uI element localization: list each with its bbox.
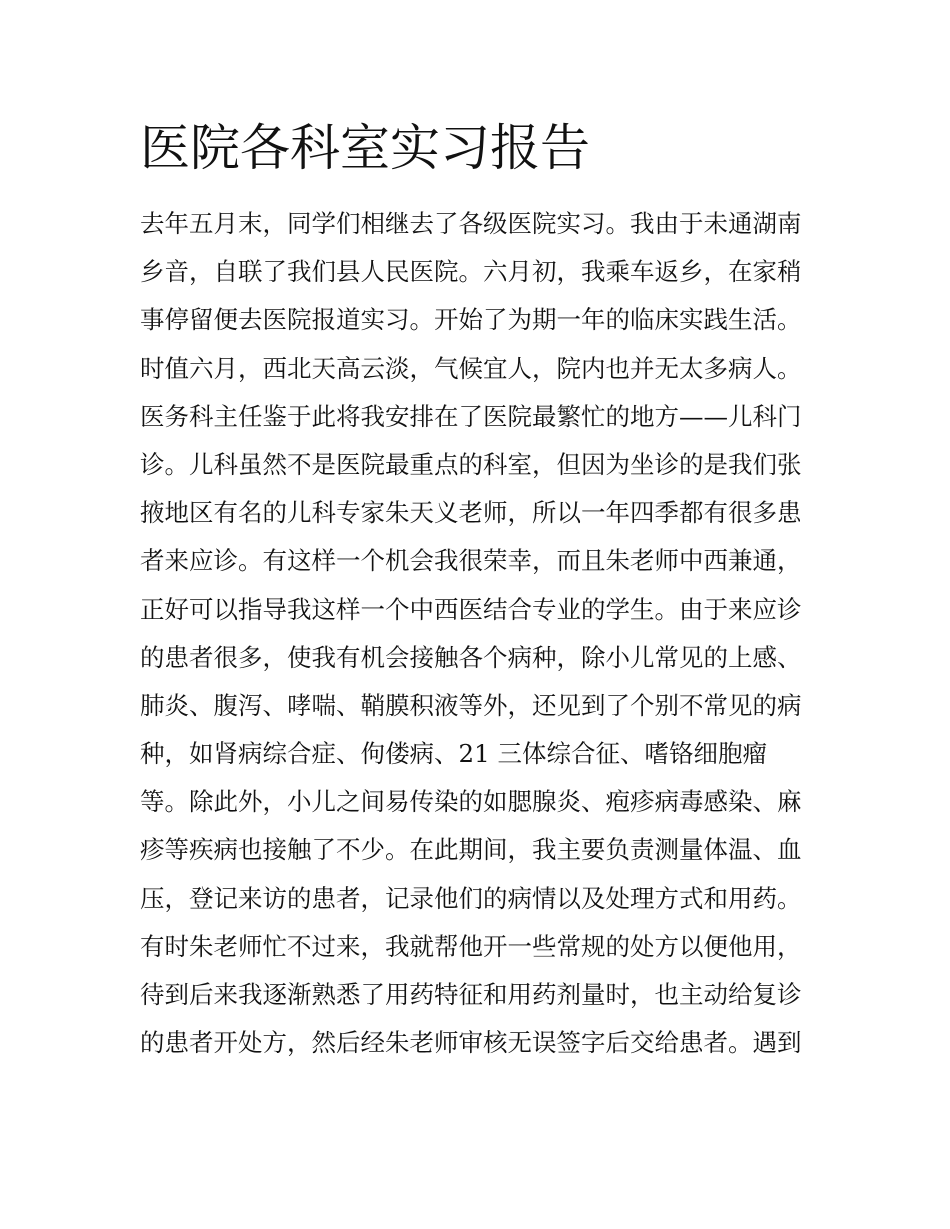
paragraph-line: 掖地区有名的儿科专家朱天义老师，所以一年四季都有很多患	[140, 498, 802, 528]
paragraph-line: 正好可以指导我这样一个中西医结合专业的学生。由于来应诊	[140, 594, 802, 624]
paragraph-line: 种，如肾病综合症、佝偻病、21 三体综合征、嗜铬细胞瘤	[140, 739, 767, 769]
document-title: 医院各科室实习报告	[140, 119, 590, 177]
paragraph-line: 者来应诊。有这样一个机会我很荣幸，而且朱老师中西兼通，	[140, 546, 802, 576]
paragraph-line: 等。除此外，小儿之间易传染的如腮腺炎、疱疹病毒感染、麻	[140, 787, 802, 817]
paragraph-line: 诊。儿科虽然不是医院最重点的科室，但因为坐诊的是我们张	[140, 449, 802, 479]
paragraph-line: 压，登记来访的患者，记录他们的病情以及处理方式和用药。	[140, 883, 802, 913]
paragraph-line: 待到后来我逐渐熟悉了用药特征和用药剂量时，也主动给复诊	[140, 980, 802, 1009]
paragraph-line: 时值六月，西北天高云淡，气候宜人，院内也并无太多病人。	[140, 353, 802, 383]
paragraph-line: 有时朱老师忙不过来，我就帮他开一些常规的处方以便他用，	[140, 931, 802, 961]
paragraph-line: 肺炎、腹泻、哮喘、鞘膜积液等外，还见到了个别不常见的病	[140, 690, 802, 720]
paragraph-line: 去年五月末，同学们相继去了各级医院实习。我由于未通湖南	[140, 209, 802, 238]
paragraph-line: 乡音，自联了我们县人民医院。六月初，我乘车返乡，在家稍	[140, 257, 802, 287]
document-body	[140, 200, 820, 1067]
paragraph-line: 的患者很多，使我有机会接触各个病种，除小儿常见的上感、	[140, 642, 802, 672]
paragraph-line: 事停留便去医院报道实习。开始了为期一年的临床实践生活。	[140, 305, 802, 335]
paragraph-line: 医务科主任鉴于此将我安排在了医院最繁忙的地方——儿科门	[140, 401, 802, 431]
paragraph-line: 疹等疾病也接触了不少。在此期间，我主要负责测量体温、血	[140, 835, 802, 865]
paragraph-line: 的患者开处方，然后经朱老师审核无误签字后交给患者。遇到	[140, 1028, 802, 1058]
